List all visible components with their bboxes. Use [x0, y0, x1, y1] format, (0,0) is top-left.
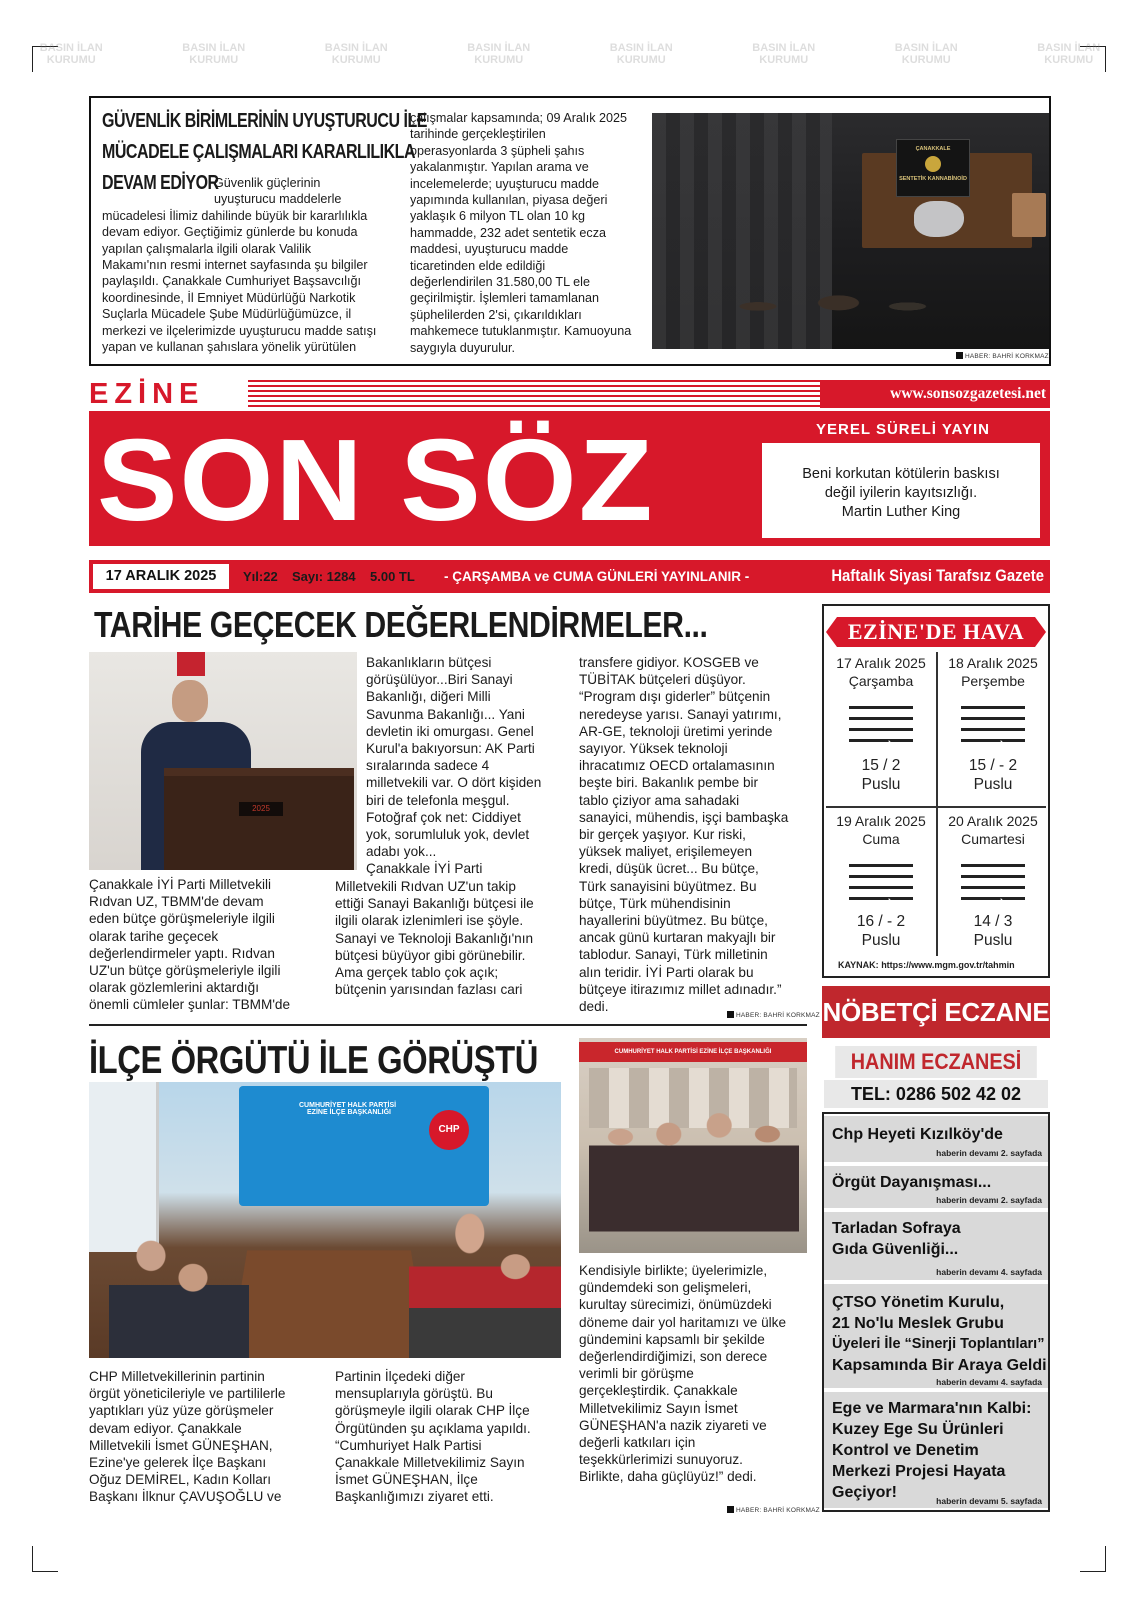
story3-col1-line: Milletvekili İsmet GÜNEŞHAN, [89, 1437, 273, 1453]
weather-temp: 14 / 3 [973, 913, 1013, 930]
story2-col3-line: transfere gidiyor. KOSGEB ve [579, 655, 759, 670]
story2-col3-line: neredeyse yarısı. Sanayi yatırımı, [579, 706, 782, 722]
sidebar-item-title: Ege ve Marmara'nın Kalbi: [832, 1400, 1032, 1417]
photo-people-silhouettes [712, 278, 942, 349]
story2-col2-line: milletvekili var. O dört kişiden [366, 775, 542, 791]
story3-col3-line: değerli katkıları için [579, 1435, 696, 1451]
top-story-col1-line: uyuşturucu maddelerle [214, 192, 342, 207]
top-story-col2-line: mahkemece tutuklanmıştır. Kamuoyuna [410, 324, 632, 339]
story2-col2-line: Savunma Bakanlığı... Yani [366, 706, 525, 722]
story2-col3-line: sayıyor. Yüksek teknoloji [579, 741, 728, 757]
watermark: BASIN İLAN KURUMU [182, 42, 246, 66]
story2-col3-line: AR-GE, teknoloji üretimi yerinde [579, 723, 773, 739]
top-story-col2-line: yakalanmıştır. Yapılan arama ve [410, 160, 589, 175]
watermark: BASIN İLAN KURUMU [894, 42, 958, 66]
weather-weekday: Cuma [862, 831, 900, 847]
photo-sign: CUMHURİYET HALK PARTİSİ EZİNE İLÇE BAŞKANLIĞI [579, 1042, 807, 1062]
story2-col2-wide [335, 878, 567, 998]
top-story-col1-line: Makamı'nın resmi internet sayfasında şu bilgiler [102, 258, 368, 273]
sidebar-item-title: Üyeleri İle “Sinerji Toplantıları” [832, 1336, 1045, 1352]
pharmacy-header: NÖBETÇİ ECZANE [822, 986, 1050, 1038]
story3-photo-group [579, 1038, 807, 1253]
top-story-col1-line: Güvenlik güçlerinin [214, 176, 321, 190]
watermark: BASIN İLAN KURUMU [1037, 42, 1101, 66]
top-story-col2-line: maddesi, uyuşturucu madde [410, 242, 569, 257]
weather-condition: Puslu [973, 776, 1013, 793]
story3-col2 [335, 1368, 567, 1506]
sidebar-item[interactable] [824, 1212, 1048, 1280]
weather-day [826, 654, 936, 794]
story3-col1-line: Ezine'ye gelerek İlçe Başkanı [89, 1455, 267, 1471]
story2-col2-line: Çanakkale İYİ Parti [366, 861, 483, 877]
story3-col3-line: teşekkürlerimizi sunuyoruz. [579, 1452, 743, 1468]
top-story-col2-line: operasyonlarda 3 şüpheli şahıs [410, 143, 585, 158]
sidebar-item-title: Geçiyor! [832, 1484, 897, 1501]
photo-banner-text-l2: EZİNE İLÇE BAŞKANLIĞI [307, 1109, 392, 1116]
story3-col3-line: gündemini kapsamlı bir şekilde [579, 1331, 765, 1347]
sidebar-item-title: Chp Heyeti Kızılköy'de [832, 1126, 1003, 1143]
photo-banner [239, 1086, 489, 1206]
weather-date: 20 Aralık 2025 [948, 813, 1038, 829]
sidebar-item-title: ÇTSO Yönetim Kurulu, [832, 1294, 1005, 1311]
story3-col3-line: gündemdeki son gelişmeleri, [579, 1280, 752, 1296]
story2-col3-line: beşte biri. Bakanlık pembe bir [579, 775, 759, 791]
sidebar-item[interactable] [824, 1166, 1048, 1208]
story2-col3-line: “Program dışı giderler” bütçenin [579, 689, 771, 705]
story2-col2-line: adabı yok... [366, 844, 437, 860]
story3-credit: HABER: BAHRİ KORKMAZ [727, 1506, 820, 1514]
story3-col1-line: Oğuz DEMİREL, Kadın Kolları [89, 1472, 272, 1488]
fog-icon [849, 860, 913, 906]
story3-photo-meeting [89, 1082, 561, 1358]
story3-col3-line: verimli bir görüşme [579, 1366, 694, 1382]
weather-weekday: Cumartesi [961, 831, 1025, 847]
story3-col1 [89, 1368, 319, 1506]
story2-col3-line: tablo çiziyor ama sahadaki [579, 792, 740, 808]
story3-col2-line: Örgütünden şu açıklama yapıldı. [335, 1420, 531, 1436]
photo-group-people [589, 1108, 799, 1253]
sidebar-item-title: Kapsamında Bir Araya Geldi [832, 1357, 1047, 1374]
top-story-col1-line: paylaşıldı. Çanakkale Cumhuriyet Başsavcılığı [102, 274, 361, 289]
watermark: BASIN İLAN KURUMU [467, 42, 531, 66]
weather-weekday: Çarşamba [848, 673, 914, 689]
story2-col2-line: Fotoğraf çok net: Ciddiyet [366, 809, 521, 825]
sidebar-item-more: haberin devamı 2. sayfada [936, 1148, 1042, 1158]
story2-col3-line: ancak günü kurtaran makyajlı bir [579, 930, 776, 946]
photo-evidence-bag [914, 201, 964, 237]
story2-col3-line: Türk sanayisini büyütmez. Bu [579, 878, 757, 894]
weather-day [826, 812, 936, 950]
story2-col1-line: eden bütçe görüşmeleriyle ilgili [89, 911, 275, 927]
top-story-col1-line: devam ediyor. Geçtiğimiz günlerde bu konuda [102, 225, 358, 240]
masthead-subtitle: YEREL SÜRELİ YAYIN [816, 421, 990, 438]
story3-col2-line: mensuplarıyla görüştü. Bu [335, 1386, 493, 1402]
top-story-col1-line: merkezi ve ilçelerimizde uyuşturucu madde satışı [102, 323, 377, 338]
story2-col2-line: Ama gerçek tablo çok açık; [335, 965, 499, 981]
weather-day [938, 812, 1048, 950]
pharmacy-phone: TEL: 0286 502 42 02 [824, 1080, 1048, 1108]
crop-mark-bottom-right [1080, 1546, 1106, 1572]
sidebar-item-more: haberin devamı 5. sayfada [936, 1496, 1042, 1506]
top-story-headline-line: GÜVENLİK BİRİMLERİNİN UYUŞTURUCU İLE [102, 110, 427, 132]
watermark: BASIN İLAN KURUMU [39, 42, 103, 66]
masthead-title: SON SÖZ [97, 415, 655, 545]
sidebar-item[interactable] [824, 1284, 1048, 1388]
story3-col2-line: Partinin İlçedeki diğer [335, 1369, 465, 1384]
story2-col1-line: önemli cümleler şunlar: TBMM'de [89, 997, 291, 1013]
story3-col1-line: örgüt yöneticileriyle ve partililerle [89, 1386, 286, 1402]
top-story-col2-line: saygıyla duyurulur. [410, 340, 516, 355]
masthead-price: 5.00 TL [370, 569, 415, 584]
story2-col3-line: ihracatımız OECD ortalamasının [579, 758, 775, 774]
story2-col1-line: olarak tarihe geçecek [89, 928, 219, 944]
story2-col1-line: UZ'un bütçe görüşmeleriyle ilgili [89, 963, 281, 979]
sidebar-item-title: Merkezi Projesi Hayata [832, 1463, 1006, 1480]
top-story-col2 [410, 110, 650, 356]
top-story-col1-line: yapılan çalışmalarla ilgili olarak Valilik [102, 241, 312, 256]
fog-icon [961, 860, 1025, 906]
weather-source-url[interactable]: https://www.mgm.gov.tr/tahmin [881, 960, 1015, 970]
top-story-col1-line: Suçlarla Mücadele Şube Müdürlüğümüzce, il [102, 307, 352, 322]
story3-col1-line: Başkanı İlknur ÇAVUŞOĞLU ve [89, 1489, 282, 1505]
story2-credit: HABER: BAHRİ KORKMAZ [727, 1011, 820, 1019]
masthead-quote-line: Beni korkutan kötülerin baskısı [802, 466, 1000, 482]
story2-col2-line: Bakanlıkların bütçesi [366, 655, 492, 670]
watermark-row [0, 42, 1140, 76]
masthead-quote-author: Martin Luther King [841, 504, 961, 520]
story2-col2-line: ettiği Sanayi Bakanlığı bütçesi ile [335, 896, 534, 912]
pharmacy-name: HANIM ECZANESİ [835, 1046, 1037, 1078]
photo-flag [177, 652, 205, 676]
fog-icon [961, 702, 1025, 748]
weather-temp: 15 / - 2 [968, 757, 1018, 774]
weather-source-label: KAYNAK: [838, 960, 879, 970]
story2-col2-line: bütçenin yarısından fazlası cari [335, 982, 523, 998]
photo-table [229, 1250, 429, 1358]
story2-col2-line: ilgili olarak izlenimleri ise şöyle. [335, 913, 524, 929]
story2-col2-line: görüşülüyor...Biri Sanayi [366, 672, 513, 688]
weather-date: 17 Aralık 2025 [836, 655, 926, 671]
sidebar-item[interactable] [824, 1116, 1048, 1162]
story3-col3-line: Milletvekilimiz Sayın İsmet [579, 1400, 738, 1416]
sidebar-item-more: haberin devamı 4. sayfada [936, 1377, 1042, 1387]
watermark: BASIN İLAN KURUMU [752, 42, 816, 66]
story2-col1-line: değerlendirmeler yaptı. Rıdvan [89, 945, 275, 961]
weather-condition: Puslu [973, 932, 1013, 949]
story3-col3-line: döneme dair yol haritamızı ve ülke [579, 1314, 787, 1330]
story2-col2-line: Milletvekili Rıdvan UZ'un takip [335, 879, 516, 894]
photo-banner-text-l1: CUMHURİYET HALK PARTİSİ [299, 1102, 397, 1109]
story2-col2 [366, 654, 566, 878]
story2-col3-line: hayallerini büyütmez. Bu bütçe, [579, 913, 768, 929]
top-story-col1-line: mücadelesi İlimiz dahilinde büyük bir kararlılıkla [102, 208, 368, 223]
story3-col3-line: GÜNEŞHAN'a nazik ziyareti ve [579, 1417, 767, 1433]
weather-source [838, 960, 1048, 970]
sidebar-item-more: haberin devamı 2. sayfada [936, 1195, 1042, 1205]
story2-col2-line: biri de telefonla meşgul. [366, 792, 510, 808]
watermark: BASIN İLAN KURUMU [324, 42, 388, 66]
top-story-credit: HABER: BAHRİ KORKMAZ [956, 352, 1049, 360]
weather-date: 19 Aralık 2025 [836, 813, 926, 829]
photo-people-left [109, 1212, 249, 1358]
story2-col3-line: yüksek maliyet, erişilemeyen [579, 844, 753, 860]
weather-grid-hline [826, 806, 1046, 808]
masthead-date: 17 ARALIK 2025 [105, 568, 217, 584]
masthead-schedule: - ÇARŞAMBA ve CUMA GÜNLERİ YAYINLANIR - [444, 569, 750, 584]
weather-day [938, 654, 1048, 794]
story2-col2-line: Bakanlığı, diğeri Milli [366, 689, 491, 705]
weather-temp: 15 / 2 [861, 757, 901, 774]
crop-mark-bottom-left [32, 1546, 58, 1572]
story2-col3-line: bir gerçek yaşıyor. Kur riski, [579, 827, 746, 843]
weather-condition: Puslu [861, 776, 901, 793]
top-story-headline-line: DEVAM EDİYOR [102, 172, 219, 194]
story2-col2-line: Sanayi ve Teknoloji Bakanlığı'nın [335, 930, 534, 946]
photo-podium-screen: 2025 [239, 802, 283, 816]
story3-col1-line: devam ediyor. Çanakkale [89, 1420, 242, 1436]
top-story-headline-line: MÜCADELE ÇALIŞMALARI KARARLILIKLA [102, 141, 416, 163]
story3-col2-line: görüşmeyle ilgili olarak CHP İlçe [335, 1403, 530, 1419]
weather-condition: Puslu [861, 932, 901, 949]
photo-evidence-pack [1012, 193, 1046, 237]
top-story-photo [652, 113, 1049, 349]
story2-photo [89, 652, 357, 870]
story2-col1-line: Rıdvan UZ, TBMM'de devam [89, 894, 264, 910]
story2-col2-line: yok, sorumluluk yok, devlet [366, 827, 530, 843]
police-sign-bottom-text: SENTETİK KANNABİNOİD [899, 176, 967, 182]
masthead-region: EZİNE [89, 378, 205, 410]
top-story-col2-line: tarihinde gerçekleştirilen [410, 127, 546, 142]
top-story-col2-line: geçirilmiştir. İşlemleri tamamlanan [410, 291, 599, 306]
chp-logo-icon: CHP [429, 1110, 469, 1150]
masthead-quote-box [762, 443, 1040, 538]
story2-col3 [579, 654, 809, 1015]
sidebar-item-more: haberin devamı 4. sayfada [936, 1267, 1042, 1277]
story2-col1-line: olarak gözlemlerini aktardığı [89, 980, 260, 996]
masthead-stripes [248, 380, 820, 408]
sidebar-item-title: Kuzey Ege Su Ürünleri [832, 1421, 1004, 1438]
police-sign-top-text: ÇANAKKALE [915, 146, 951, 152]
sidebar-item-title: Tarladan Sofraya [832, 1220, 961, 1237]
top-story-col1-line: yapan ve kullanan şahıslara yönelik yürütülen [102, 340, 357, 355]
sidebar-item-title: 21 No'lu Meslek Grubu [832, 1315, 1004, 1332]
top-story-col2-line: hammadde, 232 adet sentetik ecza [410, 225, 607, 240]
story3-col1-line: CHP Milletvekillerinin partinin [89, 1369, 265, 1384]
story2-col1-line: Çanakkale İYİ Parti Milletvekili [89, 877, 272, 892]
story3-col2-line: “Cumhuriyet Halk Partisi [335, 1437, 482, 1453]
sidebar-item-title: Kontrol ve Denetim [832, 1442, 979, 1459]
weather-title: EZİNE'DE HAVA [847, 619, 1025, 644]
story2-col3-line: dedi. [579, 999, 609, 1015]
story3-col2-line: İsmet GÜNEŞHAN, İlçe [335, 1472, 478, 1488]
fog-icon [849, 702, 913, 748]
story2-col3-line: tablodur. Sanayi, Türk milletinin [579, 947, 768, 963]
story2-col3-line: kredi, düşük ücret... Bu bütçe, [579, 861, 759, 877]
sidebar-item-title: Örgüt Dayanışması... [832, 1174, 992, 1191]
masthead-year: Yıl:22 [243, 569, 278, 584]
photo-people-right [409, 1192, 561, 1358]
masthead-url[interactable]: www.sonsozgazetesi.net [890, 385, 1046, 402]
top-story-col2-line: şüphelilerden 2'si, çıkarıldıkları [410, 307, 582, 322]
story2-col3-line: alın teridir. İYİ Parti olarak bu [579, 964, 754, 980]
story3-col3 [579, 1262, 809, 1486]
story3-headline: İLÇE ÖRGÜTÜ İLE GÖRÜŞTÜ [89, 1039, 538, 1082]
masthead-tagline: Haftalık Siyasi Tarafsız Gazete [831, 567, 1044, 585]
masthead-issue: Sayı: 1284 [292, 569, 356, 584]
top-story-col2-line: incelemelerde; uyuşturucu madde [410, 176, 600, 191]
top-story-col2-line: ticaretinden elde edildiği [410, 258, 546, 273]
photo-speaker-head [172, 680, 208, 722]
masthead-quote-line: değil iyilerin kayıtsızlığı. [824, 485, 978, 501]
story3-col3-line: Birlikte, daha güçlüyüz!” dedi. [579, 1469, 757, 1485]
story3-col3-line: Kendisiyle birlikte; üyelerimizle, [579, 1263, 768, 1278]
story3-col2-line: Başkanlığımızı ziyaret etti. [335, 1489, 494, 1505]
weather-date: 18 Aralık 2025 [948, 655, 1038, 671]
top-story-col2-line: çalışmalar kapsamında; 09 Aralık 2025 [410, 111, 628, 125]
story2-col2-line: Kurul'a bakıyorsun: AK Parti [366, 741, 535, 757]
story3-col1-line: yaptıkları yüz yüze görüşmeler [89, 1403, 274, 1419]
sidebar-item-title: Gıda Güvenliği... [832, 1241, 959, 1258]
weather-weekday: Perşembe [961, 673, 1025, 689]
police-badge-icon [925, 156, 941, 172]
story2-col2-line: devletin iki omurgası. Genel [366, 723, 534, 739]
top-story-col1-line: koordinesinde, İl Emniyet Müdürlüğü Narkotik [102, 290, 356, 305]
story2-col2-line: sıralarında sadece 4 [366, 758, 490, 774]
section-divider [89, 1024, 807, 1026]
story2-headline: TARİHE GEÇECEK DEĞERLENDİRMELER... [94, 604, 708, 645]
watermark: BASIN İLAN KURUMU [609, 42, 673, 66]
top-story-col1 [102, 175, 397, 355]
story3-col3-line: kurultay sürecimizi, önümüzdeki [579, 1297, 772, 1313]
top-story-col2-line: yapımında kullanılan, piyasa değeri [410, 193, 608, 208]
top-story-col2-line: değerlendirilen 31.580,00 TL ele [410, 275, 590, 290]
story2-col3-line: bütçeye itirazımız millet adınadır.” [579, 981, 782, 997]
story3-col3-line: gerçekleştirdik. Çanakkale [579, 1383, 738, 1399]
story3-col2-line: Çanakkale Milletvekilimiz Sayın [335, 1455, 525, 1471]
story2-col3-line: sanayici, mühendis, işçi bambaşka [579, 809, 789, 825]
story3-col3-line: değerlendirdiğimizi, son derece [579, 1349, 768, 1365]
story2-col3-line: TÜBİTAK bütçeleri düşüyor. [579, 672, 746, 688]
top-story-col2-line: yaklaşık 6 milyon TL olan 10 kg [410, 209, 586, 224]
story2-col3-line: bütçe, Türk mühendisinin [579, 895, 731, 911]
story2-col2-line: bütçesi büyüyor gibi görünebilir. [335, 947, 526, 963]
sidebar-item[interactable] [824, 1392, 1048, 1508]
photo-podium [164, 768, 354, 870]
weather-temp: 16 / - 2 [856, 913, 906, 930]
story2-col1 [89, 876, 317, 1014]
photo-police-sign [896, 139, 970, 197]
